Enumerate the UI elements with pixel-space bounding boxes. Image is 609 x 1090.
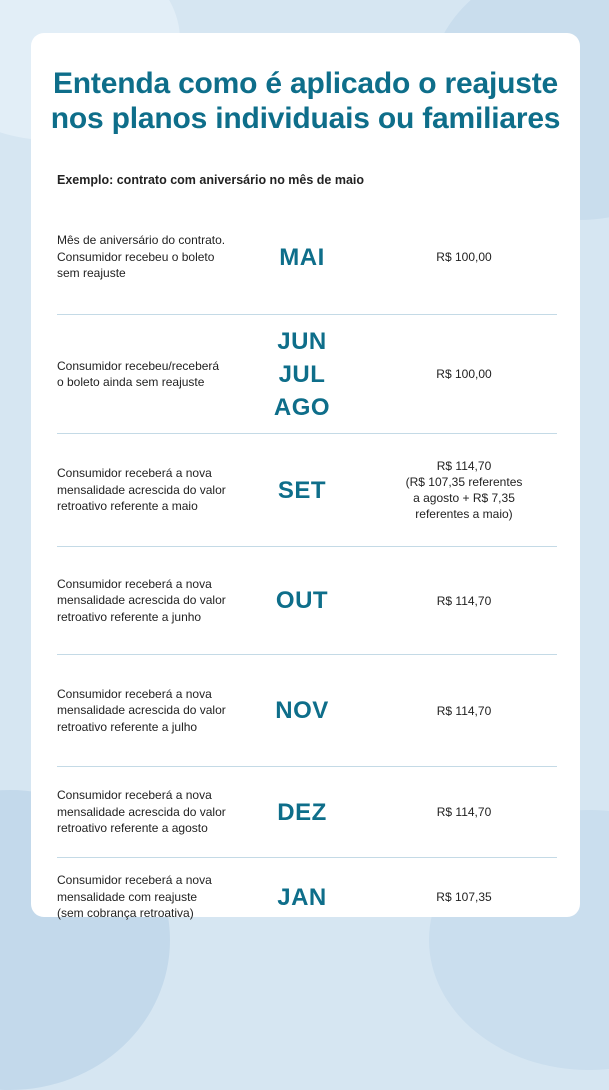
- title-line: nos planos individuais ou familiares: [50, 102, 561, 135]
- description-line: Mês de aniversário do contrato.: [57, 233, 226, 248]
- row-month: [233, 474, 371, 507]
- description-line: mensalidade acrescida do valor: [57, 804, 226, 819]
- row-price: [371, 804, 557, 820]
- price-line: R$ 100,00: [436, 367, 492, 381]
- row-price: [371, 366, 557, 382]
- row-description: [57, 576, 233, 626]
- table-row: [57, 200, 557, 315]
- table-row: [57, 434, 557, 547]
- row-description: [57, 787, 233, 837]
- description-line: mensalidade acrescida do valor: [57, 593, 226, 608]
- price-line: (R$ 107,35 referentes: [405, 475, 523, 489]
- row-price: [371, 703, 557, 719]
- price-line: R$ 100,00: [436, 250, 492, 264]
- description-line: mensalidade acrescida do valor: [57, 482, 226, 497]
- description-line: mensalidade acrescida do valor: [57, 703, 226, 718]
- month-label: JAN: [277, 883, 327, 911]
- row-description: [57, 358, 233, 391]
- row-month: [233, 694, 371, 727]
- description-line: (sem cobrança retroativa): [57, 906, 194, 921]
- description-line: o boleto ainda sem reajuste: [57, 375, 205, 389]
- description-line: retroativo referente a julho: [57, 719, 198, 734]
- description-line: Consumidor receberá a nova: [57, 466, 212, 481]
- table-row: [57, 655, 557, 767]
- row-month: [233, 241, 371, 274]
- description-line: retroativo referente a agosto: [57, 821, 208, 836]
- price-line: R$ 107,35: [436, 890, 492, 904]
- description-line: retroativo referente a maio: [57, 499, 198, 514]
- row-month: [233, 796, 371, 829]
- description-line: Consumidor receberá a nova: [57, 686, 212, 701]
- adjustment-table: [57, 200, 557, 936]
- month-label: AGO: [273, 393, 331, 421]
- description-line: mensalidade com reajuste: [57, 889, 198, 904]
- month-label: NOV: [275, 697, 329, 724]
- price-line: R$ 114,70: [436, 593, 492, 608]
- description-line: sem reajuste: [57, 266, 126, 281]
- row-description: [57, 872, 233, 922]
- description-line: Consumidor recebeu o boleto: [57, 249, 215, 264]
- month-label: OUT: [275, 587, 329, 614]
- month-label: JUN: [277, 327, 327, 355]
- row-price: [371, 593, 557, 609]
- month-label: MAI: [279, 243, 325, 271]
- info-card: [31, 33, 580, 921]
- description-line: Consumidor receberá a nova: [57, 576, 212, 591]
- month-label: JUL: [278, 360, 326, 388]
- description-line: retroativo referente a junho: [57, 609, 202, 624]
- price-line: R$ 114,70: [436, 459, 492, 473]
- row-description: [57, 686, 233, 736]
- row-price: [371, 249, 557, 265]
- example-subtitle: Exemplo: contrato com aniversário no mês de maio: [57, 173, 365, 187]
- row-month: [233, 881, 371, 914]
- month-label: SET: [277, 476, 327, 504]
- row-month: [233, 584, 371, 617]
- description-line: Consumidor recebeu/receberá: [57, 358, 220, 373]
- table-row: [57, 858, 557, 936]
- price-line: R$ 114,70: [436, 703, 492, 718]
- description-line: Consumidor receberá a nova: [57, 788, 212, 803]
- title-line: Entenda como é aplicado o reajuste: [52, 67, 558, 100]
- row-description: [57, 232, 233, 282]
- table-row: [57, 767, 557, 858]
- price-line: a agosto + R$ 7,35: [413, 491, 515, 505]
- description-line: Consumidor receberá a nova: [57, 873, 212, 888]
- row-description: [57, 465, 233, 515]
- table-row: [57, 547, 557, 655]
- price-line: R$ 114,70: [436, 805, 492, 819]
- month-label: DEZ: [277, 798, 327, 826]
- row-price: [371, 889, 557, 905]
- page-title: [31, 66, 580, 136]
- row-price: [371, 458, 557, 522]
- row-month: [233, 325, 371, 424]
- table-row: [57, 315, 557, 434]
- price-line: referentes a maio): [415, 507, 513, 521]
